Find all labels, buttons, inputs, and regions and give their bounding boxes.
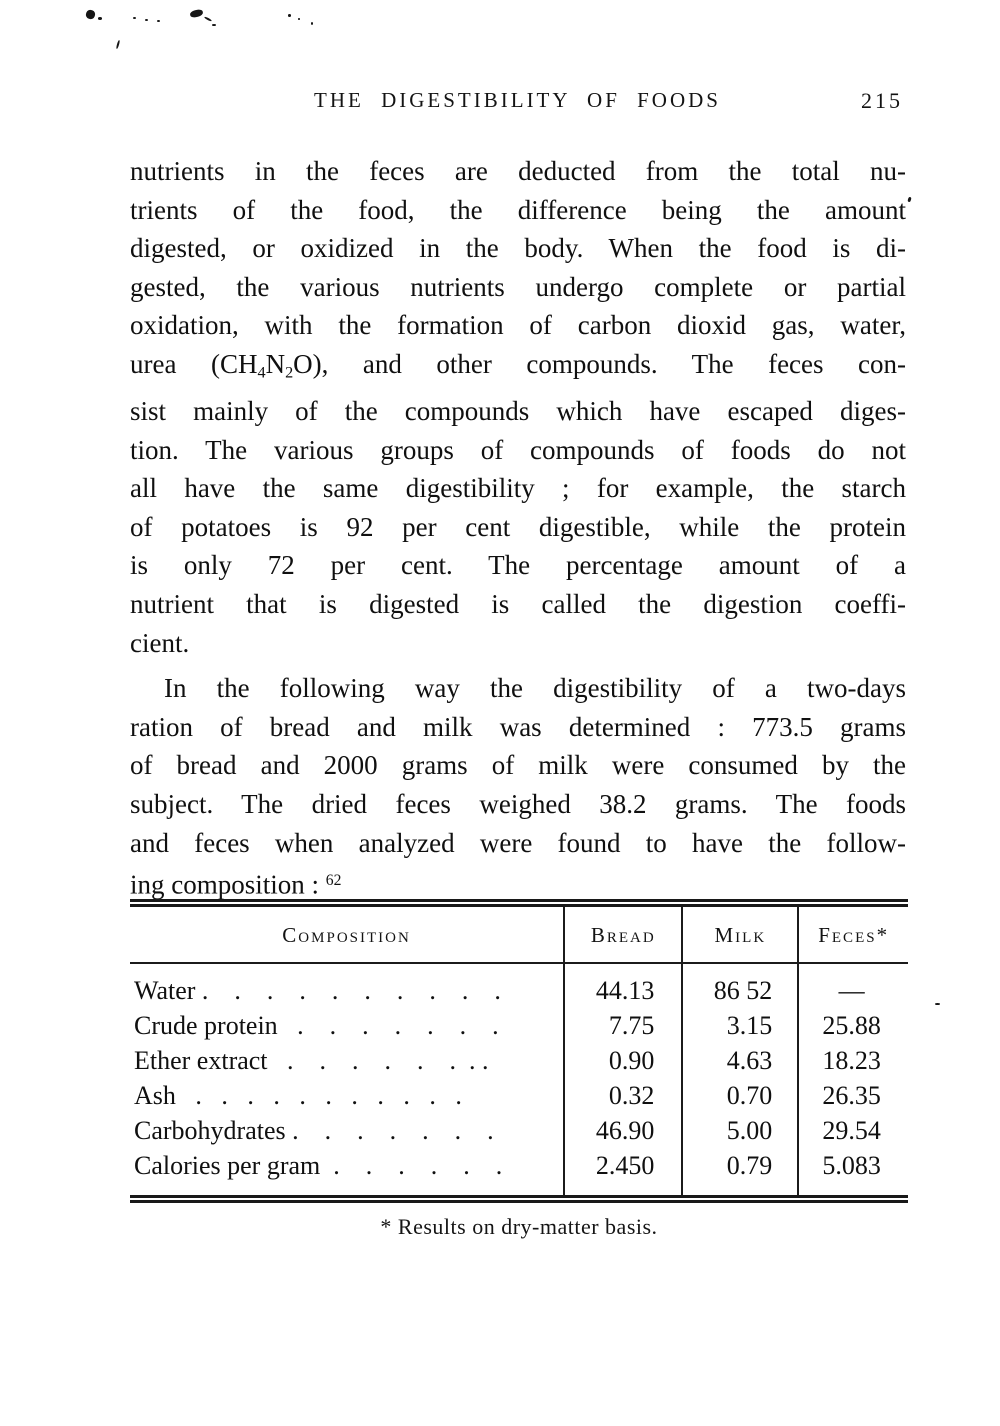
text-line: sist mainly of the compounds which have escaped diges- xyxy=(130,396,906,427)
column-header-composition: Composition xyxy=(130,907,564,963)
cell-bread: 0.32 xyxy=(564,1079,682,1114)
column-header-bread: Bread xyxy=(564,907,682,963)
text-line: ration of bread and milk was determined : 773.5 grams xyxy=(130,711,906,742)
cell-feces: — xyxy=(798,963,908,1009)
table-footnote: * Results on dry-matter basis. xyxy=(380,1214,658,1239)
scan-artifact xyxy=(288,14,291,17)
scan-artifact xyxy=(907,197,911,203)
row-label: Calories per gram . . . . . . xyxy=(134,1151,503,1180)
text-line: In the following way the digestibility of a two-days xyxy=(164,673,906,704)
cell-milk: 4.63 xyxy=(682,1044,798,1079)
scan-artifact xyxy=(298,18,300,20)
paragraph xyxy=(130,669,906,904)
table-row xyxy=(130,1044,908,1079)
cell-feces: 5.083 xyxy=(798,1149,908,1196)
text-line: of potatoes is 92 per cent digestible, while the protein xyxy=(130,511,906,542)
cell-bread: 2.450 xyxy=(564,1149,682,1196)
cell-bread: 7.75 xyxy=(564,1009,682,1044)
cell-bread: 46.90 xyxy=(564,1114,682,1149)
page-title: THE DIGESTIBILITY OF FOODS xyxy=(314,88,721,112)
row-label: Carbohydrates . . . . . . . xyxy=(134,1116,494,1145)
text-line: gested, the various nutrients undergo complete or partial xyxy=(130,271,906,302)
scan-artifact xyxy=(189,9,203,19)
row-label: Ash . . . . . . . . . . . xyxy=(134,1081,462,1110)
row-label: Crude protein . . . . . . . xyxy=(134,1011,499,1040)
cell-milk: 3.15 xyxy=(682,1009,798,1044)
cell-feces: 29.54 xyxy=(798,1114,908,1149)
text-line: nutrient that is digested is called the digestion coeffi- xyxy=(130,589,906,620)
composition-table xyxy=(130,899,908,1203)
scan-artifact xyxy=(98,17,102,20)
text-line: oxidation, with the formation of carbon dioxid gas, water, xyxy=(130,310,906,341)
text-line: all have the same digestibility ; for example, the starch xyxy=(130,473,906,504)
scan-artifact xyxy=(204,16,212,22)
cell-milk: 86 52 xyxy=(682,963,798,1009)
cell-milk: 0.79 xyxy=(682,1149,798,1196)
cell-feces: 25.88 xyxy=(798,1009,908,1044)
body-text xyxy=(130,152,906,904)
scan-artifact xyxy=(116,40,120,49)
scan-artifact xyxy=(157,20,160,22)
cell-feces: 18.23 xyxy=(798,1044,908,1079)
scan-artifact xyxy=(212,24,216,26)
text-line: of bread and 2000 grams of milk were consumed by the xyxy=(130,750,906,781)
column-header-feces: Feces* xyxy=(798,907,908,963)
text-line: nutrients in the feces are deducted from the total nu- xyxy=(130,156,906,186)
scan-artifact xyxy=(133,17,136,19)
table-row xyxy=(130,1079,908,1114)
table-row xyxy=(130,1149,908,1196)
formula-text: urea (CH xyxy=(130,348,258,379)
row-label: Water . . . . . . . . . . xyxy=(134,976,501,1005)
footnote-reference: 62 xyxy=(325,872,342,890)
table-row xyxy=(130,1114,908,1149)
cell-feces: 26.35 xyxy=(798,1079,908,1114)
column-header-milk: Milk xyxy=(682,907,798,963)
table-row xyxy=(130,1009,908,1044)
text-line: tion. The various groups of compounds of foods do not xyxy=(130,434,906,465)
page-number: 215 xyxy=(861,88,903,113)
scan-artifact xyxy=(311,22,313,25)
cell-bread: 44.13 xyxy=(564,963,682,1009)
formula-text: N xyxy=(265,348,286,379)
row-label: Ether extract . . . . . . . . xyxy=(134,1046,489,1075)
text-line: and feces when analyzed were found to have the follow- xyxy=(130,827,906,858)
cell-bread: 0.90 xyxy=(564,1044,682,1079)
cell-milk: 0.70 xyxy=(682,1079,798,1114)
text-line: is only 72 per cent. The percentage amount of a xyxy=(130,550,906,581)
text-line: subject. The dried feces weighed 38.2 grams. The foods xyxy=(130,789,906,820)
text-fragment: ing composition : xyxy=(130,869,326,900)
scan-artifact xyxy=(145,19,148,21)
running-head xyxy=(130,88,905,118)
text-line-urea-formula xyxy=(130,345,906,392)
scan-artifact xyxy=(935,1003,940,1005)
formula-subscript: 2 xyxy=(285,363,294,382)
paragraph xyxy=(130,152,906,662)
formula-subscript: 4 xyxy=(257,363,266,382)
formula-text: O), and other compounds. The feces con- xyxy=(293,348,906,379)
cell-milk: 5.00 xyxy=(682,1114,798,1149)
text-line: trients of the food, the difference being the amount xyxy=(130,194,906,225)
table-row xyxy=(130,963,908,1009)
text-line: digested, or oxidized in the body. When the food is di- xyxy=(130,233,906,264)
table-header-row xyxy=(130,907,908,963)
text-line: cient. xyxy=(130,627,190,658)
scan-artifact xyxy=(85,9,97,21)
